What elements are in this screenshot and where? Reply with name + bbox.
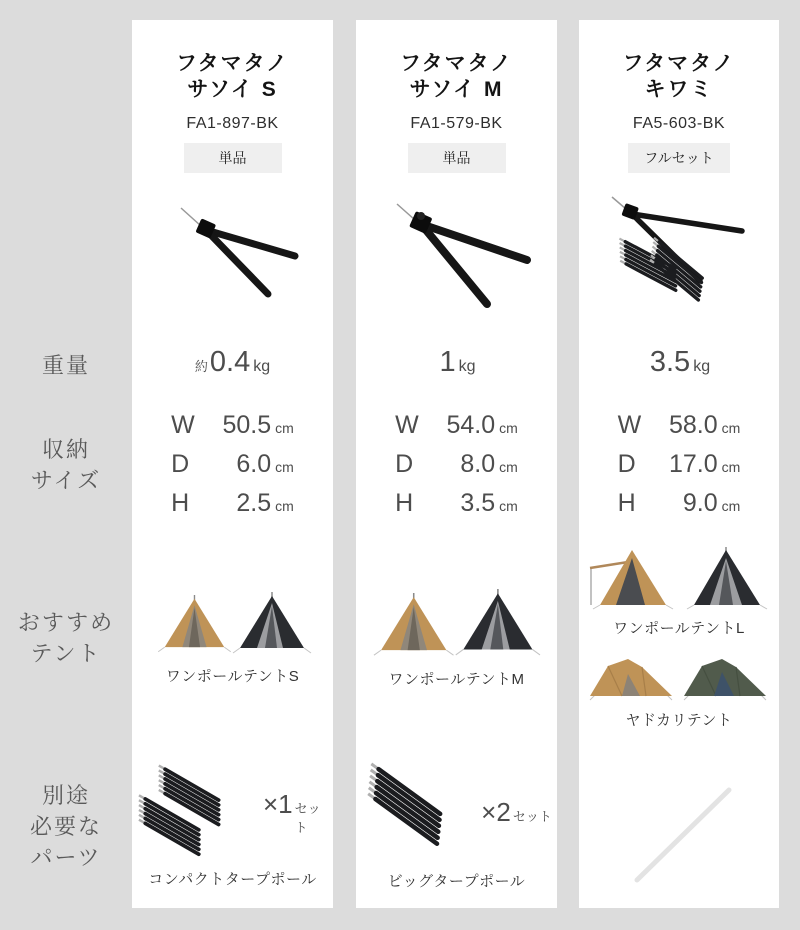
product-type-badge: フルセット: [628, 143, 729, 173]
product-type-badge: 単品: [408, 143, 506, 173]
tent-figure: [153, 590, 313, 686]
parts-quantity: ×2 セット: [481, 796, 552, 827]
tent-name: ワンポールテントL: [613, 619, 745, 637]
product-title: フタマタノ: [622, 52, 736, 75]
size-row-d: D 17.0 cm: [617, 449, 741, 478]
parts-name: コンパクトタープポール: [148, 871, 317, 888]
parts-quantity: ×1 セット: [262, 788, 321, 835]
product-title: サソイ M: [409, 78, 504, 101]
row-label-storage-size: 収納 サイズ: [30, 437, 102, 493]
parts-name: ビッグタープポール: [387, 873, 526, 890]
required-parts-kiwami: [579, 745, 779, 908]
yadokari-tent-icon: [586, 652, 772, 702]
big-tarp-pole-bundle-icon: [361, 762, 471, 862]
size-row-h: H 2.5 cm: [171, 488, 294, 517]
tent-name: ワンポールテントM: [388, 670, 525, 688]
size-row-d: D 8.0 cm: [395, 449, 518, 478]
fork-with-pole-set-icon: [592, 189, 767, 314]
required-parts-sasoi-m: [356, 745, 557, 908]
product-type-badge: 単品: [184, 143, 282, 173]
row-label-weight-text: 重量: [41, 352, 90, 378]
storage-size-sasoi-m: [356, 400, 557, 530]
row-label-required-parts: 別途 必要な パーツ: [29, 783, 102, 870]
model-code: FA1-579-BK: [410, 115, 503, 132]
tent-figure: [586, 652, 772, 730]
none-slash-icon: [609, 762, 749, 892]
compact-tarp-pole-bundles-icon: [132, 764, 253, 860]
recommended-tents-sasoi-m: [356, 530, 557, 745]
recommended-tents-kiwami: [579, 530, 779, 745]
size-row-d: D 6.0 cm: [171, 449, 294, 478]
product-header-sasoi-m: [356, 20, 557, 330]
size-row-w: W 58.0 cm: [617, 410, 741, 439]
model-code: FA5-603-BK: [632, 115, 726, 132]
weight-value-sasoi-m: 1 kg: [439, 346, 476, 378]
row-label-recommended-tents: おすすめ テント: [17, 609, 115, 666]
one-pole-tent-l-icon: [586, 546, 772, 610]
weight-value-sasoi-s: 約 0.4 kg: [194, 346, 271, 378]
tent-name: ワンポールテントS: [165, 667, 300, 685]
storage-size-sasoi-s: [132, 400, 333, 530]
model-code: FA1-897-BK: [186, 115, 279, 132]
two-prong-fork-icon: [153, 194, 313, 309]
one-pole-tent-m-icon: [369, 587, 544, 661]
tent-name: ヤドカリテント: [625, 711, 733, 729]
product-title: サソイ S: [187, 78, 278, 101]
product-title: フタマタノ: [400, 52, 513, 75]
required-parts-sasoi-s: [132, 745, 333, 908]
two-prong-fork-icon: [377, 192, 537, 312]
size-row-h: H 9.0 cm: [617, 488, 741, 517]
size-row-w: W 54.0 cm: [395, 410, 518, 439]
row-label-weight: [0, 330, 132, 400]
tent-figure: [369, 587, 544, 689]
storage-size-kiwami: [579, 400, 779, 530]
product-header-kiwami: [579, 20, 779, 330]
size-row-w: W 50.5 cm: [171, 410, 294, 439]
one-pole-tent-s-icon: [153, 590, 313, 658]
product-title: フタマタノ: [176, 52, 289, 75]
weight-value-kiwami: 3.5 kg: [649, 346, 711, 378]
recommended-tents-sasoi-s: [132, 530, 333, 745]
product-photo-fork-pole-m: [356, 173, 557, 330]
product-photo-fork-pole-s: [132, 173, 333, 330]
product-photo-fork-pole-full-set: [579, 173, 779, 330]
tent-figure: [586, 546, 772, 638]
size-row-h: H 3.5 cm: [395, 488, 518, 517]
product-header-sasoi-s: [132, 20, 333, 330]
product-title: キワミ: [644, 78, 714, 101]
